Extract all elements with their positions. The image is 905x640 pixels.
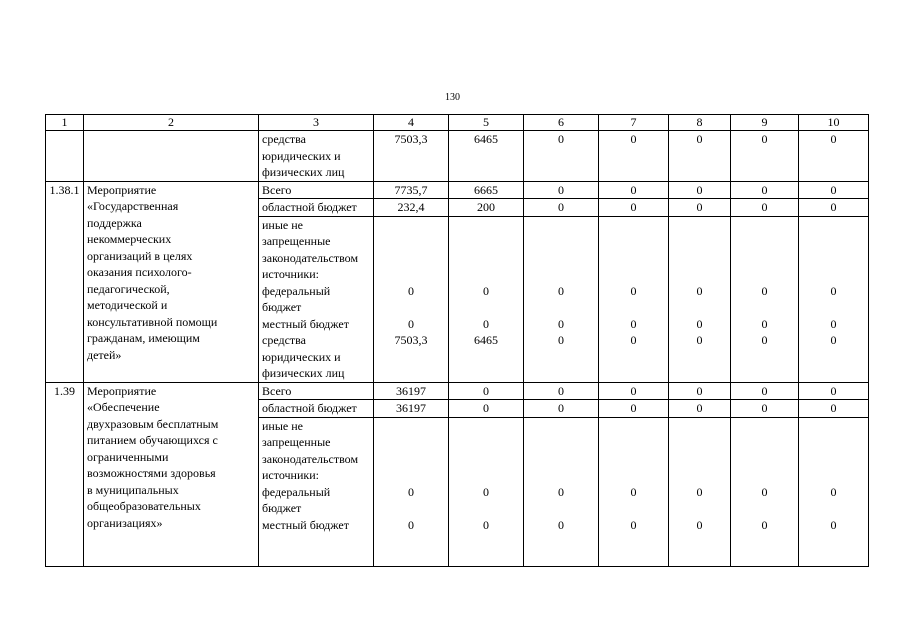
other-values-col-6 [524,417,599,567]
other-value-line: 0 [408,484,414,499]
other-value-line [452,451,520,468]
other-value-line [802,434,865,451]
title-cell [84,131,259,182]
other-value-line [452,550,520,567]
title-line: двухразовым бесплатным [87,416,219,431]
other-value-line [377,451,445,468]
other-value-line: 0 [696,333,703,347]
other-value-line [734,451,795,468]
other-value-line [602,217,665,234]
other-value-line: 0 [630,333,637,347]
title-line: Мероприятие [87,182,157,197]
other-value-line [602,500,665,517]
other-value-line: 6465 [474,333,498,347]
other-source-line: средства [262,333,307,347]
other-value-line [377,365,445,382]
other-source-line: законодательством [262,451,359,466]
other-value-line [377,250,445,267]
other-value-line [377,217,445,234]
value-cell-col-5: 6465 [449,131,524,182]
other-value-line [377,233,445,250]
other-source-line: запрещенные [262,234,331,248]
other-values-col-4 [374,216,449,382]
other-value-line [452,349,520,366]
other-value-line: 0 [761,283,768,298]
column-header-6: 6 [524,115,599,131]
table-body [46,115,869,567]
source-line: юридических и [262,148,341,163]
total-value-col-8: 0 [669,382,731,400]
other-value-line [602,550,665,567]
other-sources-cell [259,417,374,567]
title-line: методической и [87,298,168,312]
other-value-line [672,467,727,484]
other-value-line [377,418,445,435]
other-value-line [527,365,595,382]
other-value-line [377,266,445,283]
other-value-line [602,451,665,468]
other-value-line: 0 [408,517,414,532]
other-value-line [377,349,445,366]
section-index: 1.38.1 [46,181,84,382]
other-value-line: 0 [483,517,489,532]
other-value-line: 0 [558,333,564,347]
other-value-line [802,500,865,517]
other-value-line [527,533,595,550]
other-value-line [452,533,520,550]
other-value-line [527,250,595,267]
other-value-line: 0 [483,484,489,499]
total-value-col-8: 0 [669,181,731,199]
source-line: средства [262,132,307,146]
other-value-line [527,550,595,567]
column-header-1: 1 [46,115,84,131]
total-label: Всего [259,382,374,400]
other-value-line [802,365,865,382]
other-value-line [672,365,727,382]
regional-value-col-8: 0 [669,400,731,418]
other-value-line [734,500,795,517]
other-source-line: юридических и [262,349,341,364]
other-value-line [672,418,727,435]
other-value-line [377,434,445,451]
other-value-line [802,418,865,435]
other-value-line: 0 [558,316,564,331]
source-line: физических лиц [262,165,345,179]
other-values-col-9 [731,216,799,382]
other-value-line [602,418,665,435]
column-header-3: 3 [259,115,374,131]
other-value-line [802,233,865,250]
other-value-line [377,500,445,517]
regional-value-col-10: 0 [799,400,869,418]
other-value-line [527,266,595,283]
title-line: Мероприятие [87,383,157,398]
other-values-col-10 [799,417,869,567]
other-source-line: местный бюджет [262,517,349,532]
other-value-line [452,250,520,267]
other-value-line [802,266,865,283]
other-value-line [452,266,520,283]
other-source-line: иные не [262,217,303,232]
other-source-line: физических лиц [262,366,345,380]
column-header-9: 9 [731,115,799,131]
total-value-col-6: 0 [524,181,599,199]
title-line: консультативной помощи [87,314,218,329]
other-values-col-7 [599,216,669,382]
total-value-col-4: 7735,7 [374,181,449,199]
other-value-line: 0 [558,517,564,532]
other-value-line [602,250,665,267]
other-value-line: 0 [630,283,637,298]
other-value-line [734,365,795,382]
other-value-line [734,418,795,435]
other-value-line: 0 [630,517,637,532]
total-label: Всего [259,181,374,199]
title-line: возможностями здоровья [87,466,216,480]
other-value-line [672,349,727,366]
other-value-line [377,550,445,567]
other-source-line: бюджет [262,501,302,515]
other-value-line [527,500,595,517]
other-value-line: 0 [408,283,414,298]
value-cell-col-4: 7503,3 [374,131,449,182]
other-value-line [452,434,520,451]
other-value-line [672,233,727,250]
regional-value-col-8: 0 [669,199,731,217]
value-cell-col-10: 0 [799,131,869,182]
regional-label: областной бюджет [259,199,374,217]
total-value-col-5: 6665 [449,181,524,199]
header-row [46,115,869,131]
other-value-line [802,299,865,316]
other-values-col-7 [599,417,669,567]
other-source-line: бюджет [262,300,302,314]
other-source-line [262,550,370,567]
other-value-line [377,533,445,550]
other-value-line [672,533,727,550]
other-value-line: 0 [761,484,768,499]
other-value-line: 0 [483,283,489,298]
other-sources-cell [259,216,374,382]
title-line: питанием обучающихся с [87,433,218,447]
other-source-line: федеральный [262,484,331,499]
other-value-line: 0 [696,517,703,532]
other-value-line [527,299,595,316]
other-value-line [602,299,665,316]
other-value-line: 0 [830,484,837,499]
other-value-line [734,266,795,283]
other-value-line [452,299,520,316]
other-value-line [602,233,665,250]
other-value-line: 0 [696,316,703,331]
other-value-line [672,550,727,567]
other-value-line [672,434,727,451]
other-values-col-5 [449,417,524,567]
other-value-line [802,467,865,484]
title-line: организаций в целях [87,248,193,263]
other-value-line [802,533,865,550]
title-line: оказания психолого- [87,265,192,279]
other-value-line [602,434,665,451]
total-value-col-9: 0 [731,181,799,199]
other-value-line [452,500,520,517]
other-value-line [734,550,795,567]
total-value-col-10: 0 [799,181,869,199]
other-value-line [527,418,595,435]
regional-value-col-9: 0 [731,400,799,418]
other-value-line [734,217,795,234]
other-value-line [452,233,520,250]
other-source-line: законодательством [262,250,359,265]
other-value-line: 0 [630,316,637,331]
section-title [84,382,259,567]
other-value-line [452,217,520,234]
total-value-col-9: 0 [731,382,799,400]
other-value-line [672,299,727,316]
other-value-line [672,250,727,267]
other-value-line: 0 [696,484,703,499]
section-total-row [46,382,869,400]
other-value-line: 0 [761,333,768,347]
other-value-line [527,217,595,234]
other-value-line [734,349,795,366]
title-line: общеобразовательных [87,499,201,513]
regional-value-col-7: 0 [599,199,669,217]
other-value-line [672,500,727,517]
value-cell-col-7: 0 [599,131,669,182]
title-line: поддержка [87,215,142,230]
other-value-line [602,349,665,366]
regional-value-col-4: 36197 [374,400,449,418]
other-source-line [262,533,370,550]
page-number: 130 [445,92,460,103]
source-cell [259,131,374,182]
continuation-row [46,131,869,182]
total-value-col-6: 0 [524,382,599,400]
other-value-line [602,467,665,484]
other-value-line: 0 [830,517,837,532]
section-index: 1.39 [46,382,84,567]
regional-value-col-7: 0 [599,400,669,418]
other-value-line [527,349,595,366]
value-cell-col-8: 0 [669,131,731,182]
total-value-col-7: 0 [599,382,669,400]
column-header-2: 2 [84,115,259,131]
other-value-line [672,266,727,283]
other-value-line [452,365,520,382]
title-line: гражданам, имеющим [87,331,200,345]
title-line: педагогической, [87,281,170,296]
index-cell [46,131,84,182]
other-value-line [802,451,865,468]
section-total-row [46,181,869,199]
other-value-line: 0 [830,283,837,298]
regional-value-col-10: 0 [799,199,869,217]
other-value-line: 0 [696,283,703,298]
title-line: организациях» [87,515,163,530]
other-values-col-10 [799,216,869,382]
other-value-line [527,233,595,250]
other-value-line [734,533,795,550]
regional-value-col-6: 0 [524,400,599,418]
title-line: ограниченными [87,449,169,464]
other-value-line [527,451,595,468]
total-value-col-7: 0 [599,181,669,199]
other-value-line [377,299,445,316]
other-value-line: 0 [558,484,564,499]
title-line: «Государственная [87,199,179,213]
other-value-line [802,349,865,366]
title-line: некоммерческих [87,232,172,246]
other-value-line: 0 [761,517,768,532]
other-source-line: федеральный [262,283,331,298]
other-value-line: 0 [830,333,837,347]
other-value-line: 7503,3 [394,333,428,347]
budget-table [45,114,869,567]
regional-label: областной бюджет [259,400,374,418]
other-value-line [527,434,595,451]
regional-value-col-9: 0 [731,199,799,217]
value-cell-col-6: 0 [524,131,599,182]
regional-value-col-5: 0 [449,400,524,418]
column-header-4: 4 [374,115,449,131]
other-value-line: 0 [408,316,414,331]
other-value-line [734,299,795,316]
other-source-line: иные не [262,418,303,433]
other-values-col-5 [449,216,524,382]
regional-value-col-4: 232,4 [374,199,449,217]
other-value-line [734,250,795,267]
column-header-5: 5 [449,115,524,131]
section-title [84,181,259,382]
other-value-line [602,365,665,382]
other-value-line [602,266,665,283]
regional-value-col-6: 0 [524,199,599,217]
title-line: в муниципальных [87,482,179,497]
other-source-line: местный бюджет [262,316,349,331]
other-value-line [802,217,865,234]
other-values-col-6 [524,216,599,382]
column-header-7: 7 [599,115,669,131]
other-values-col-9 [731,417,799,567]
title-line: «Обеспечение [87,400,160,414]
other-value-line [734,434,795,451]
regional-value-col-5: 200 [449,199,524,217]
other-values-col-8 [669,216,731,382]
other-source-line: источники: [262,267,319,281]
other-value-line [377,467,445,484]
other-value-line: 0 [830,316,837,331]
other-value-line: 0 [558,283,564,298]
other-source-line: источники: [262,468,319,482]
column-header-10: 10 [799,115,869,131]
other-value-line [734,467,795,484]
title-line: детей» [87,347,122,362]
other-value-line [802,550,865,567]
other-value-line: 0 [761,316,768,331]
other-source-line: запрещенные [262,435,331,449]
other-value-line [802,250,865,267]
other-value-line [452,467,520,484]
other-value-line [672,451,727,468]
column-header-8: 8 [669,115,731,131]
other-value-line [452,418,520,435]
other-value-line: 0 [630,484,637,499]
other-value-line [527,467,595,484]
other-value-line: 0 [483,316,489,331]
other-value-line [672,217,727,234]
other-value-line [602,533,665,550]
value-cell-col-9: 0 [731,131,799,182]
other-value-line [734,233,795,250]
total-value-col-4: 36197 [374,382,449,400]
total-value-col-5: 0 [449,382,524,400]
other-values-col-4 [374,417,449,567]
total-value-col-10: 0 [799,382,869,400]
other-values-col-8 [669,417,731,567]
